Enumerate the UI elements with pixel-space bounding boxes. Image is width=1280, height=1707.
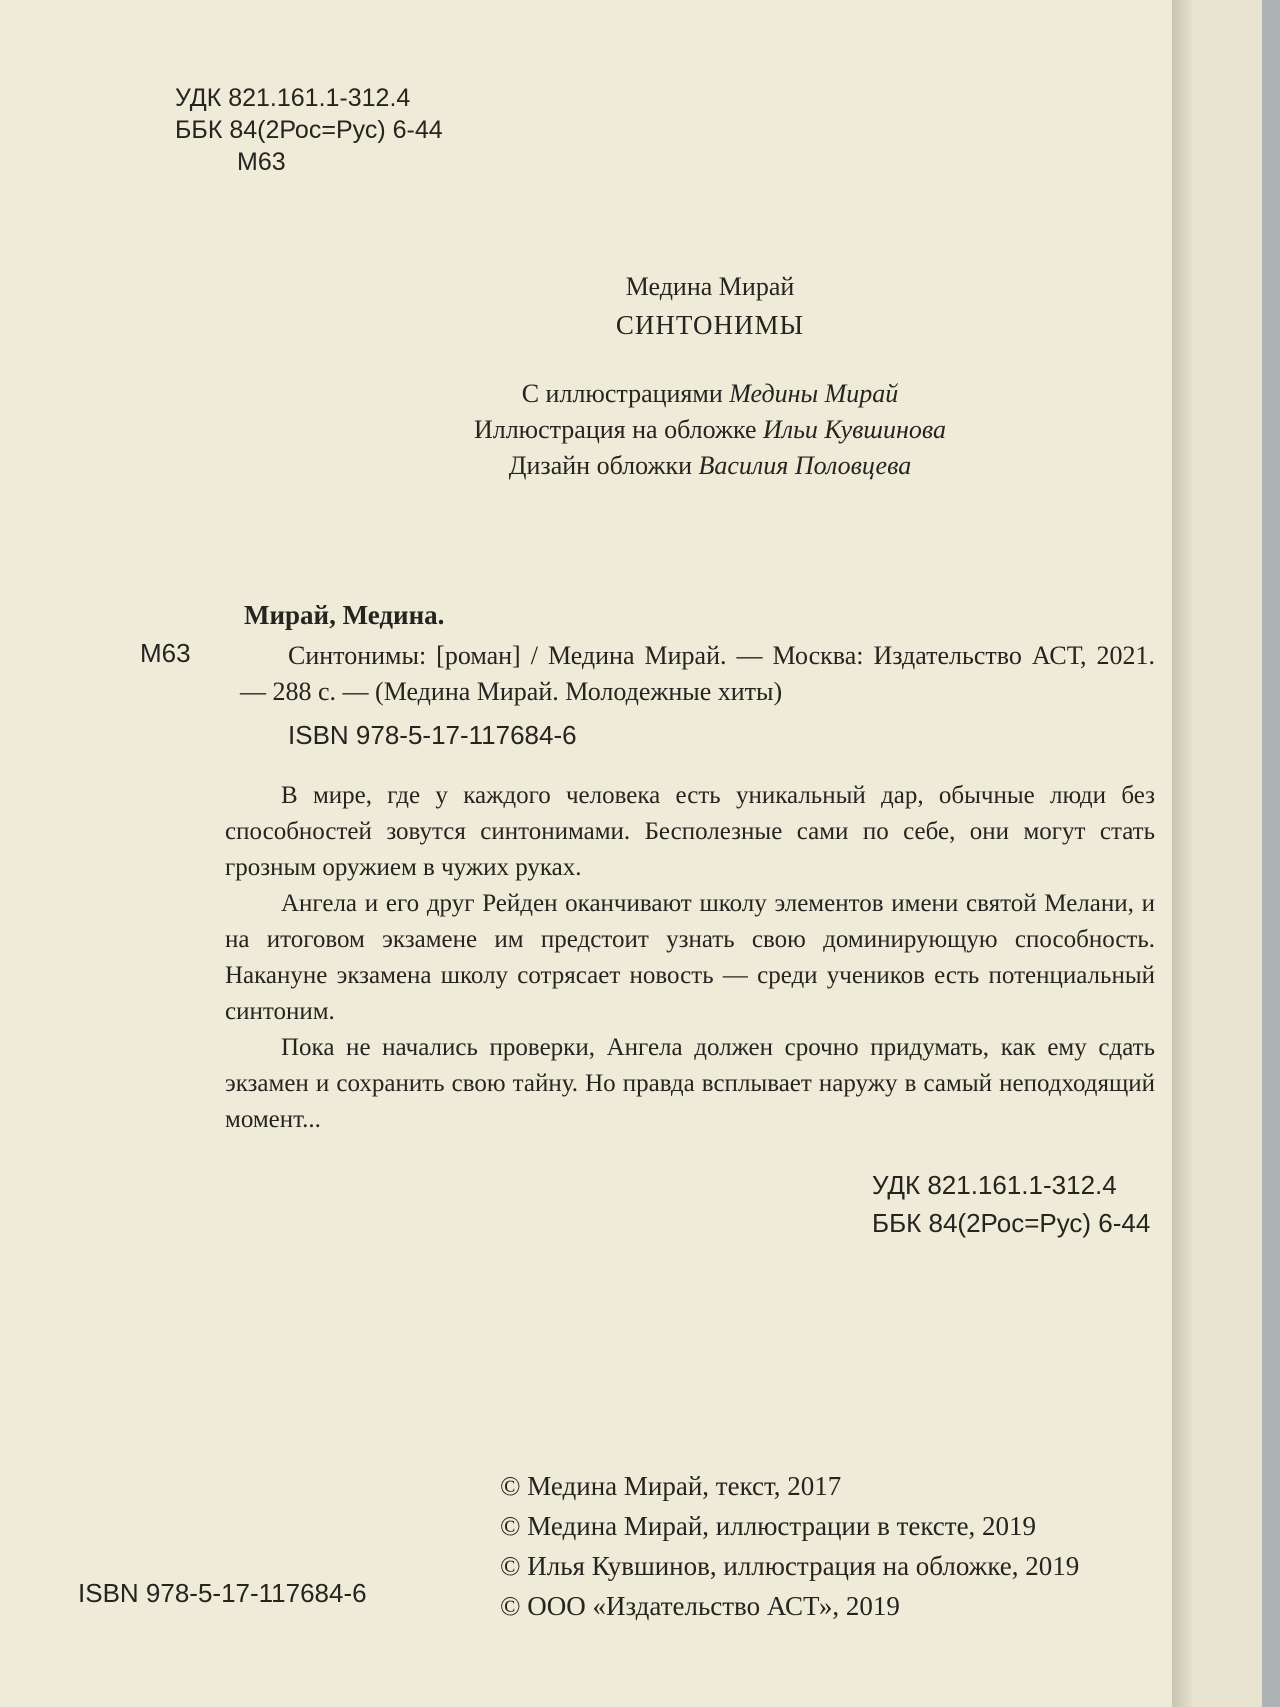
card-description: Синтонимы: [роман] / Медина Мирай. — Москва: Издательство АСТ, 2021. — 288 с. — (Медина Мирай. Молодежные хиты): [240, 641, 1155, 706]
card-isbn: ISBN 978-5-17-117684-6: [288, 720, 577, 750]
background-edge: [1262, 0, 1280, 1707]
credit-role: Дизайн обложки: [508, 451, 699, 480]
annotation: [225, 778, 1155, 1138]
bbk-code: ББК 84(2Рос=Рус) 6-44: [175, 116, 443, 144]
copyright-line: © ООО «Издательство АСТ», 2019: [500, 1591, 900, 1621]
book-spine: [1172, 0, 1192, 1707]
copyright-line: © Медина Мирай, текст, 2017: [500, 1471, 842, 1501]
book-title: СИНТОНИМЫ: [615, 310, 805, 340]
credit-cover-illustration: [300, 412, 1120, 448]
copyright-line: © Медина Мирай, иллюстрации в тексте, 2019: [500, 1511, 1037, 1541]
credit-illustrations: [300, 376, 1120, 412]
card-author-mark: М63: [140, 638, 191, 668]
bbk-code: ББК 84(2Рос=Рус) 6-44: [872, 1208, 1151, 1238]
credit-role: С иллюстрациями: [521, 379, 730, 408]
udk-code: УДК 821.161.1-312.4: [872, 1170, 1117, 1200]
author-name: Медина Мирай: [625, 272, 795, 301]
isbn-footer: ISBN 978-5-17-117684-6: [78, 1578, 367, 1608]
annotation-paragraph: Ангела и его друг Рейден оканчивают школу элементов имени святой Мелани, и на итоговом экзамене им предстоит узнать свою доминирующую способность. Накануне экзамена школу сотрясает новость — среди учеников есть потенциальный синтоним.: [225, 890, 1155, 1025]
credit-role: Иллюстрация на обложке: [473, 415, 763, 444]
udk-code: УДК 821.161.1-312.4: [175, 84, 411, 112]
author-mark: М63: [237, 148, 286, 176]
credit-name: Медины Мирай: [729, 379, 899, 408]
credits: [300, 376, 1120, 484]
annotation-paragraph: Пока не начались проверки, Ангела должен срочно придумать, как ему сдать экзамен и сохранить свою тайну. Но правда всплывает наружу в самый неподходящий момент...: [225, 1034, 1155, 1133]
credit-name: Ильи Кувшинова: [762, 415, 947, 444]
annotation-paragraph: В мире, где у каждого человека есть уникальный дар, обычные люди без способностей зовутся синтонимами. Бесполезные сами по себе, они могут стать грозным оружием в чужих руках.: [225, 782, 1155, 881]
copyright-block: [500, 1466, 1079, 1626]
udk-footer: [872, 1166, 1150, 1242]
card-heading: Мирай, Медина.: [244, 600, 445, 630]
copyright-line: © Илья Кувшинов, иллюстрация на обложке, 2019: [500, 1551, 1080, 1581]
credit-name: Василия Половцева: [698, 451, 912, 480]
credit-cover-design: [300, 448, 1120, 484]
udk-header: [175, 82, 443, 178]
